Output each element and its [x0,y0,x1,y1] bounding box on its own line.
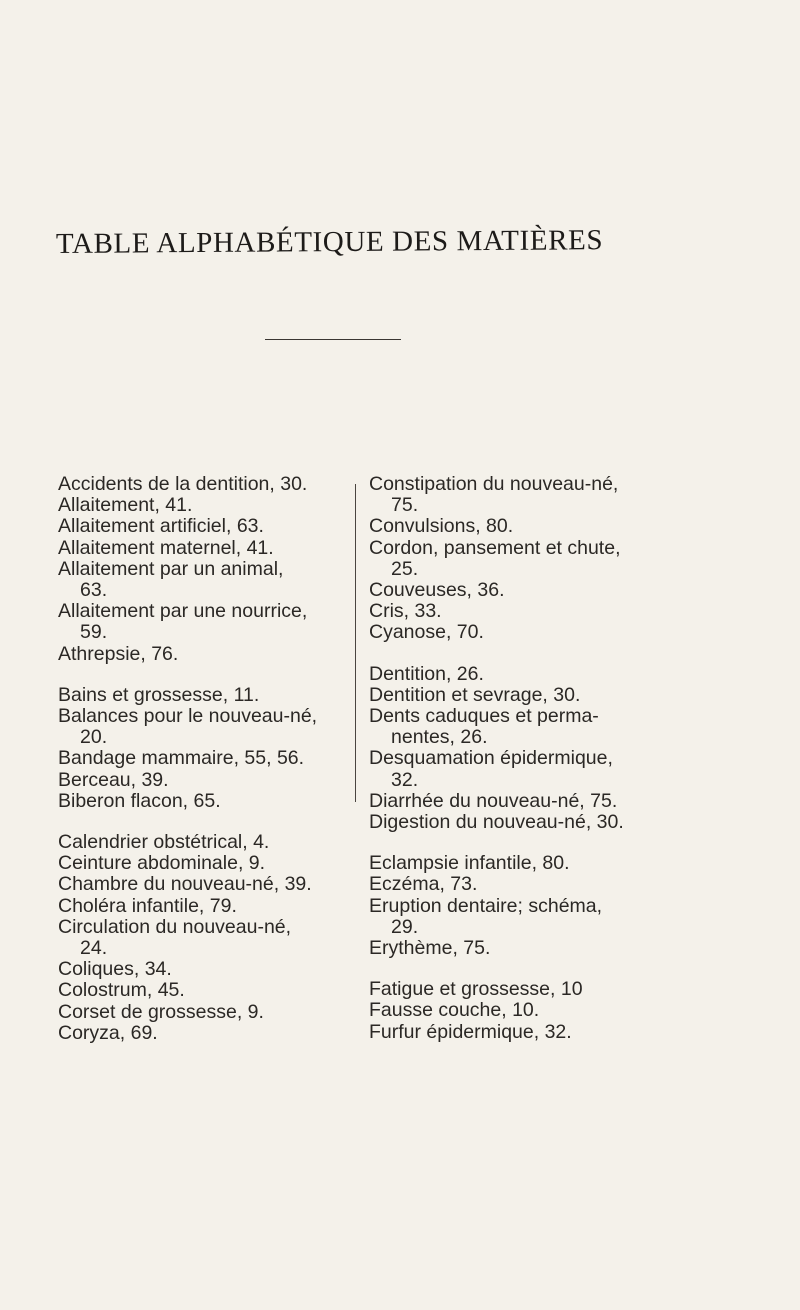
index-entry [58,770,348,791]
index-entry-text: Eclampsie infantile, 80. [369,852,570,875]
index-entry-text: Cris, 33. [369,600,442,623]
index-entry [58,1023,348,1044]
index-entry [369,1022,687,1043]
index-entry-text: Choléra infantile, 79. [58,894,237,917]
index-entry-text: Colostrum, 45. [58,979,185,1002]
index-entry-text: Berceau, 39. [58,768,169,791]
index-entry [58,495,348,516]
index-entry-text: Calendrier obstétrical, 4. [58,831,270,854]
index-entry-text: Dentition et sevrage, 30. [369,683,581,706]
index-entry-text: Eruption dentaire; schéma, [369,894,603,917]
index-entry [369,748,687,790]
index-entry-text: Fatigue et grossesse, 10 [369,978,583,1001]
index-entry [369,853,687,874]
index-entry [58,559,348,601]
index-entry [369,1000,687,1021]
index-entry [369,812,687,833]
index-group [369,664,687,834]
index-column-left [58,474,348,1064]
index-entry [58,980,348,1001]
index-entry-text: Biberon flacon, 65. [58,789,221,812]
index-entry [58,917,348,959]
index-entry [58,644,348,665]
index-entry-text: Allaitement artificiel, 63. [58,515,264,538]
index-entry-text: Digestion du nouveau-né, 30. [369,811,624,834]
index-entry [58,1002,348,1023]
index-entry [369,896,687,938]
index-entry-text: Circulation du nouveau-né, [58,915,292,938]
index-entry-page-ref: 20. [80,726,108,749]
index-entry-text: Allaitement par une nourrice, [58,600,308,623]
index-entry [58,706,348,748]
index-group [369,979,687,1043]
index-entry-text: Cyanose, 70. [369,621,484,644]
index-entry-page-ref: 63. [80,579,108,602]
index-entry-text: Allaitement, 41. [58,494,193,517]
index-entry-text: Balances pour le nouveau-né, [58,705,318,728]
index-entry [369,601,687,622]
index-entry-text: Chambre du nouveau-né, 39. [58,873,312,896]
index-group [369,474,687,644]
index-entry [58,748,348,769]
index-entry [58,896,348,917]
index-entry [58,874,348,895]
index-entry [369,685,687,706]
index-entry [58,474,348,495]
index-entry [369,979,687,1000]
index-entry-text: Accidents de la dentition, 30. [58,473,308,495]
index-entry-page-ref: 32. [391,768,419,791]
index-entry-text: Coliques, 34. [58,958,172,981]
index-entry [58,853,348,874]
index-entry [369,622,687,643]
index-entry [369,874,687,895]
index-entry [369,474,687,516]
index-group [369,853,687,959]
index-entry-text: Desquamation épidermique, [369,747,613,770]
index-entry [369,706,687,748]
index-entry-page-ref: 59. [80,621,108,644]
index-entry-text: Cordon, pansement et chute, [369,536,621,559]
index-entry-text: Dentition, 26. [369,662,484,685]
page-title: TABLE ALPHABÉTIQUE DES MATIÈRES [55,224,604,260]
column-divider [355,484,356,802]
index-entry-text: Furfur épidermique, 32. [369,1020,572,1043]
index-entry-text: Allaitement maternel, 41. [58,536,274,559]
index-entry-text: Convulsions, 80. [369,515,514,538]
index-entry-text: Corset de grossesse, 9. [58,1000,264,1023]
index-entry-text: Constipation du nouveau-né, [369,473,619,495]
index-entry [58,959,348,980]
index-entry-text: Fausse couche, 10. [369,999,540,1022]
index-entry-text: Dents caduques et perma- [369,705,599,728]
index-group [58,685,348,812]
index-entry [58,516,348,537]
index-entry-page-ref: nentes, 26. [391,726,488,749]
index-entry-page-ref: 29. [391,915,419,938]
index-entry [58,791,348,812]
index-entry-text: Couveuses, 36. [369,579,505,602]
index-entry-page-ref: 75. [391,494,419,517]
index-entry-text: Bains et grossesse, 11. [58,683,260,706]
index-entry-page-ref: 24. [80,937,108,960]
index-entry [58,538,348,559]
index-entry [369,580,687,601]
index-entry-text: Erythème, 75. [369,937,491,960]
index-entry-text: Athrepsie, 76. [58,642,179,665]
index-entry-text: Allaitement par un animal, [58,557,284,580]
index-entry-text: Coryza, 69. [58,1021,158,1044]
index-group [58,474,348,665]
index-column-right [369,474,687,1063]
index-entry-page-ref: 25. [391,557,419,580]
index-entry [369,664,687,685]
index-group [58,832,348,1044]
index-entry-text: Diarrhée du nouveau-né, 75. [369,789,618,812]
index-entry [58,685,348,706]
index-entry [58,832,348,853]
index-entry-text: Eczéma, 73. [369,873,478,896]
index-entry-text: Ceinture abdominale, 9. [58,852,266,875]
title-rule [265,339,401,340]
index-entry [369,938,687,959]
index-entry [58,601,348,643]
index-entry [369,516,687,537]
index-entry-text: Bandage mammaire, 55, 56. [58,747,305,770]
index-entry [369,791,687,812]
index-entry [369,538,687,580]
